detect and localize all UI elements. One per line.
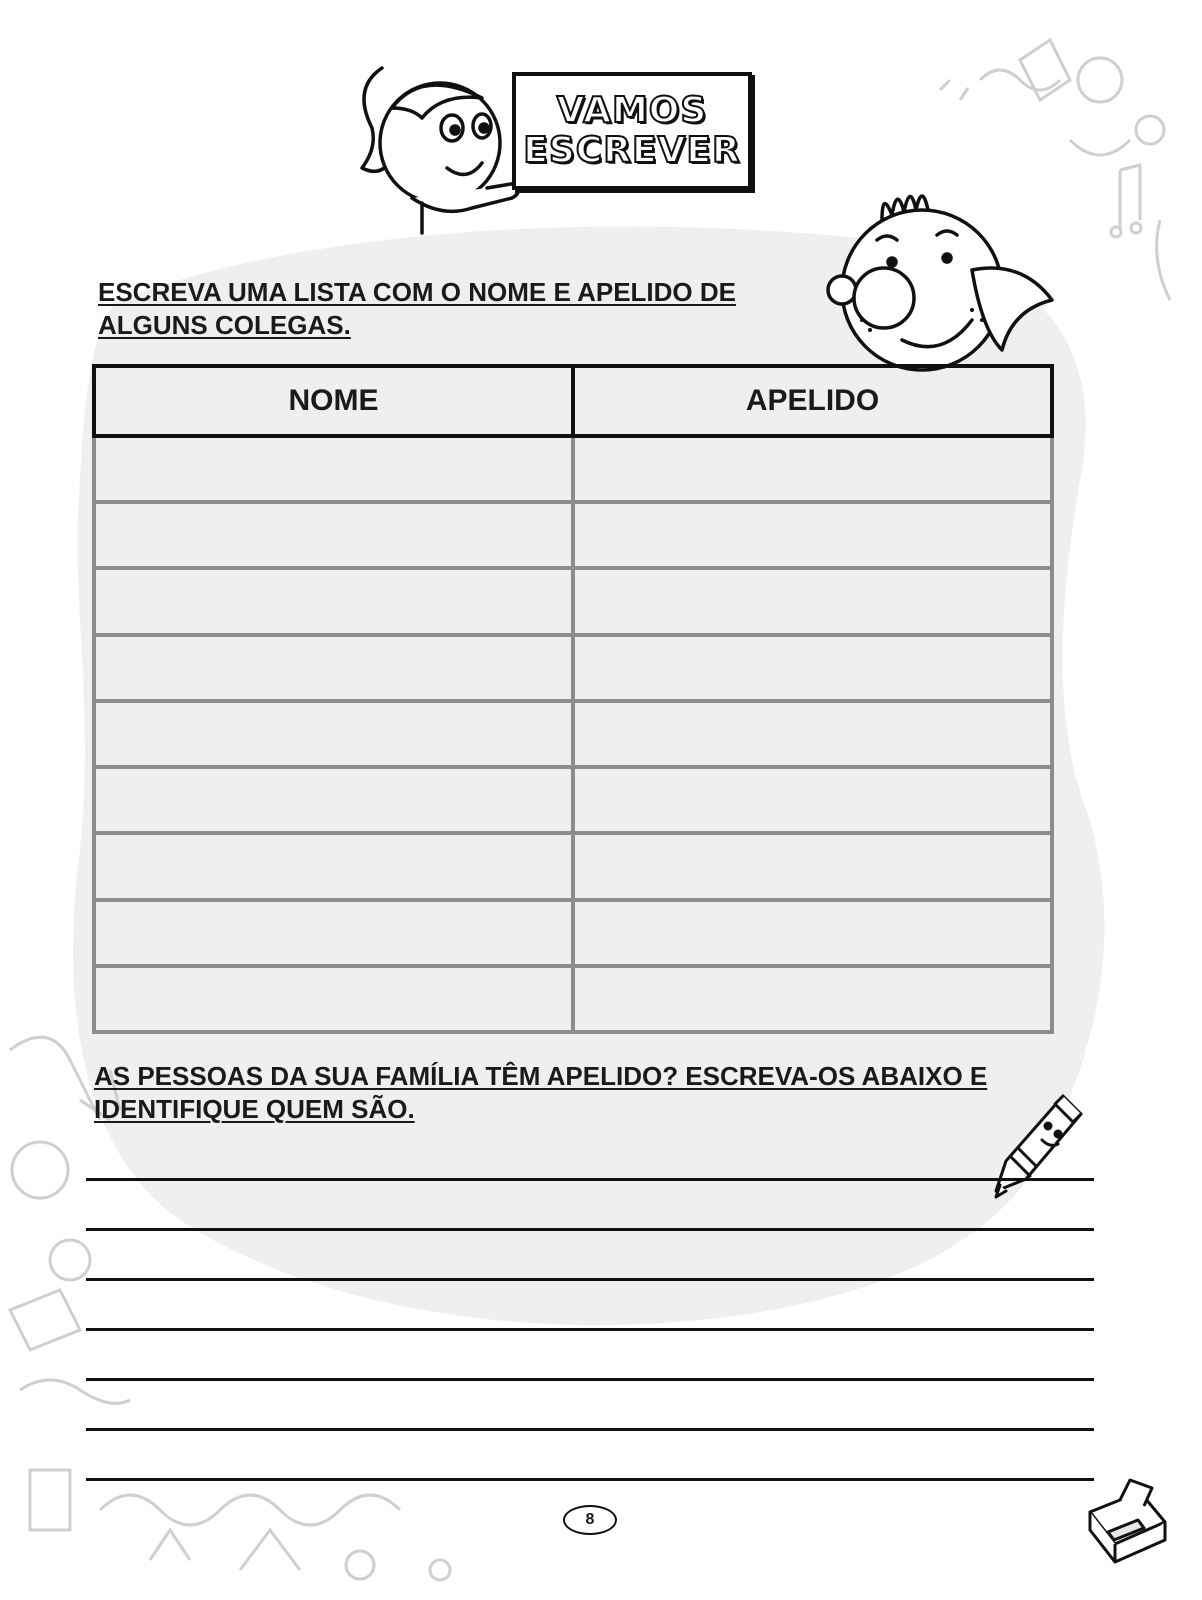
pencil-character-icon bbox=[978, 1088, 1088, 1200]
writing-line[interactable] bbox=[86, 1228, 1094, 1231]
nome-cell[interactable] bbox=[94, 701, 573, 767]
apelido-cell[interactable] bbox=[573, 502, 1052, 568]
table-row bbox=[94, 767, 1052, 833]
writing-line[interactable] bbox=[86, 1178, 1094, 1181]
title-board bbox=[512, 72, 752, 190]
instruction-family: AS PESSOAS DA SUA FAMÍLIA TÊM APELIDO? ESCREVA-OS ABAIXO E IDENTIFIQUE QUEM SÃO. bbox=[94, 1061, 988, 1124]
nome-cell[interactable] bbox=[94, 635, 573, 701]
apelido-cell[interactable] bbox=[573, 900, 1052, 966]
table-row bbox=[94, 568, 1052, 634]
apelido-cell[interactable] bbox=[573, 436, 1052, 502]
names-table bbox=[92, 364, 1054, 1034]
title-line-1: VAMOS bbox=[556, 90, 708, 131]
nome-cell[interactable] bbox=[94, 966, 573, 1032]
column-header-apelido: APELIDO bbox=[573, 366, 1052, 436]
writing-line[interactable] bbox=[86, 1328, 1094, 1331]
instruction-classmates: ESCREVA UMA LISTA COM O NOME E APELIDO DE ALGUNS COLEGAS. bbox=[98, 277, 736, 340]
table-header-row bbox=[94, 366, 1052, 436]
nome-cell[interactable] bbox=[94, 767, 573, 833]
writing-line[interactable] bbox=[86, 1378, 1094, 1381]
page-number: 8 bbox=[563, 1505, 617, 1535]
writing-line[interactable] bbox=[86, 1278, 1094, 1281]
table-row bbox=[94, 635, 1052, 701]
writing-line[interactable] bbox=[86, 1478, 1094, 1481]
apelido-cell[interactable] bbox=[573, 833, 1052, 899]
printer-icon bbox=[1080, 1472, 1170, 1564]
apelido-cell[interactable] bbox=[573, 635, 1052, 701]
column-header-nome: NOME bbox=[94, 366, 573, 436]
title-line-2: ESCREVER bbox=[523, 130, 741, 171]
nome-cell[interactable] bbox=[94, 900, 573, 966]
apelido-cell[interactable] bbox=[573, 701, 1052, 767]
apelido-cell[interactable] bbox=[573, 966, 1052, 1032]
table-row bbox=[94, 502, 1052, 568]
apelido-cell[interactable] bbox=[573, 568, 1052, 634]
apelido-cell[interactable] bbox=[573, 767, 1052, 833]
table-row bbox=[94, 833, 1052, 899]
nome-cell[interactable] bbox=[94, 568, 573, 634]
nome-cell[interactable] bbox=[94, 436, 573, 502]
writing-line[interactable] bbox=[86, 1428, 1094, 1431]
table-row bbox=[94, 436, 1052, 502]
boy-face-icon bbox=[822, 180, 1062, 380]
table-row bbox=[94, 900, 1052, 966]
table-row bbox=[94, 966, 1052, 1032]
nome-cell[interactable] bbox=[94, 833, 573, 899]
nome-cell[interactable] bbox=[94, 502, 573, 568]
table-row bbox=[94, 701, 1052, 767]
girl-pointing-icon bbox=[352, 48, 532, 238]
